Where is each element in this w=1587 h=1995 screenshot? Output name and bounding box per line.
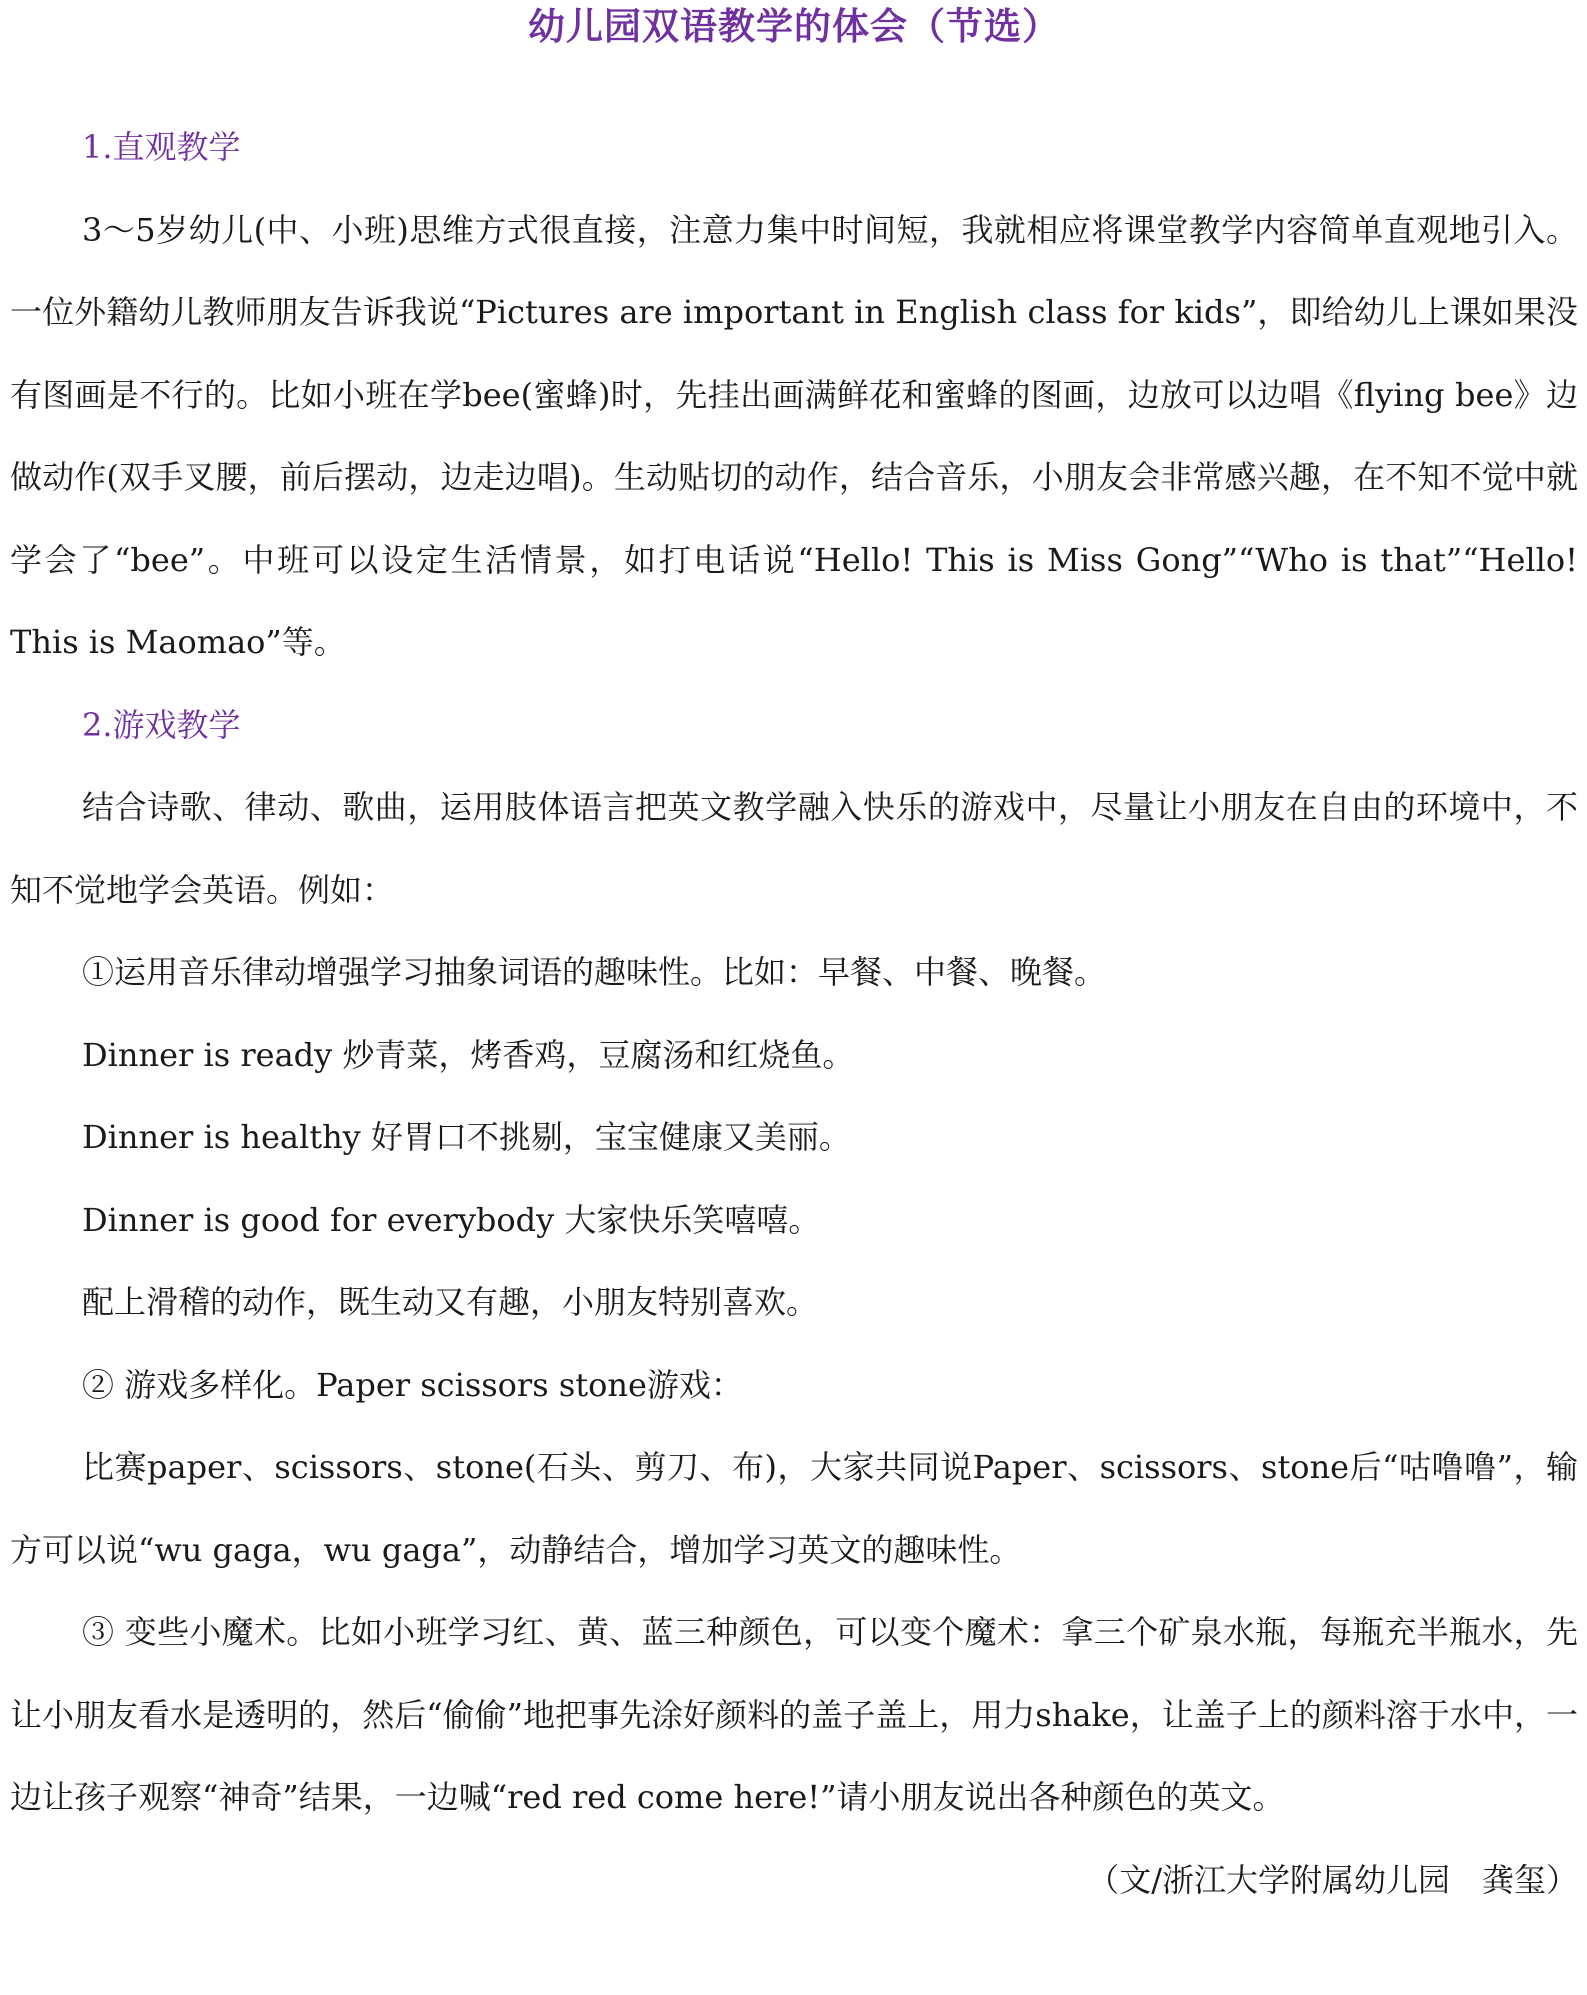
song-line-2: Dinner is healthy 好胃口不挑剔，宝宝健康又美丽。 [82, 1118, 851, 1156]
document [10, 0, 1578, 1921]
section-heading-visual-teaching: 1.直观教学 [82, 128, 241, 166]
song-line-1: Dinner is ready 炒青菜，烤香鸡，豆腐汤和红烧鱼。 [82, 1035, 855, 1074]
paragraph-magic-tricks: ③ 变些小魔术。比如小班学习红、黄、蓝三种颜色，可以变个魔术：拿三个矿泉水瓶，每瓶充半瓶水，先让小朋友看水是透明的，然后“偷偷”地把事先涂好颜料的盖子盖上，用力shake，让盖子上的颜料溶于水中，一边让孩子观察“神奇”结果，一边喊“red red come here!”请小朋友说出各种颜色的英文。 [10, 1613, 1578, 1816]
song-line-3: Dinner is good for everybody 大家快乐笑嘻嘻。 [82, 1200, 821, 1239]
list-item-game-variety: ② 游戏多样化。Paper scissors stone游戏： [82, 1365, 743, 1404]
section-heading-game-teaching: 2.游戏教学 [82, 705, 241, 744]
paragraph-paper-scissors-stone: 比赛paper、scissors、stone(石头、剪刀、布)，大家共同说Paper、scissors、stone后“咕噜噜”，输方可以说“wu gaga，wu gaga”，动静结合，增加学习英文的趣味性。 [10, 1448, 1578, 1569]
paragraph-after-song: 配上滑稽的动作，既生动又有趣，小朋友特别喜欢。 [82, 1283, 819, 1321]
paragraph-game-intro: 结合诗歌、律动、歌曲，运用肢体语言把英文教学融入快乐的游戏中，尽量让小朋友在自由的环境中，不知不觉地学会英语。例如： [10, 788, 1578, 909]
author-signature: （文/浙江大学附属幼儿园 龚玺） [1087, 1860, 1578, 1899]
list-item-music-rhythm: ①运用音乐律动增强学习抽象词语的趣味性。比如：早餐、中餐、晚餐。 [82, 953, 1107, 991]
paragraph-visual-teaching: 3～5岁幼儿(中、小班)思维方式很直接，注意力集中时间短，我就相应将课堂教学内容简单直观地引入。一位外籍幼儿教师朋友告诉我说“Pictures are important in English class for kids”，即给幼儿上课如果没有图画是不行的。比如小班在学bee(蜜蜂)时，先挂出画满鲜花和蜜蜂的图画，边放可以边唱《flying bee》边做动作(双手叉腰，前后摆动，边走边唱)。生动贴切的动作，结合音乐，小朋友会非常感兴趣，在不知不觉中就学会了“bee”。中班可以设定生活情景，如打电话说“Hello! This is Miss Gong”“Who is that”“Hello! This is Maomao”等。 [10, 210, 1578, 661]
article-title: 幼儿园双语教学的体会（节选） [528, 4, 1060, 48]
